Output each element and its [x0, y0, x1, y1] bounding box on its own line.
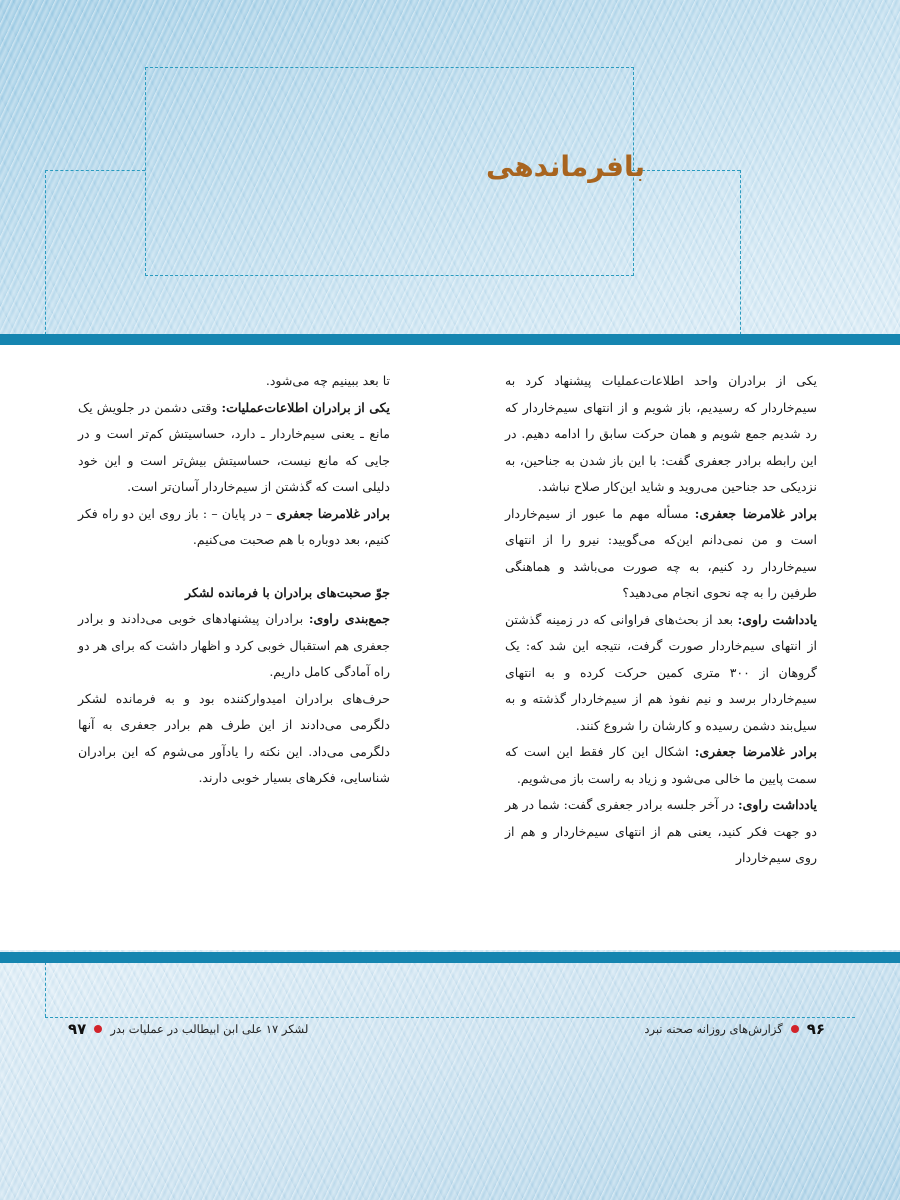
paragraph: تا بعد ببینیم چه می‌شود. [265, 373, 390, 388]
paragraph: یکی از برادران اطلاعات‌عملیات: وقتی دشمن در جلویش یک مانع ـ یعنی سیم‌خاردار ـ دارد، حساسیتش کم‌تر است و در جایی که مانع نیست، حساسیتش بیش‌تر است و این خود دلیلی است که گذشتن از سیم‌خاردار آسان‌تر است. [78, 399, 391, 494]
page-number: ۹۶ [806, 1020, 825, 1038]
footer-left [68, 1018, 308, 1040]
bottom-band [0, 952, 900, 963]
running-footer: لشکر ۱۷ علی ابن ابیطالب در عملیات بدر [110, 1022, 309, 1036]
paragraph: برادر غلامرضا جعفری: مسأله مهم ما عبور از سیم‌خاردار است و من نمی‌دانم این‌که می‌گویید: نیرو را از انتهای سیم‌خاردار رد کنیم، به چه صورت می‌باشد و هماهنگی طرفین را به چه نحوی انجام می‌دهید؟ [505, 505, 818, 600]
page-title: بافرماندهی [485, 150, 645, 183]
paragraph: برادر غلامرضا جعفری – در پایان – : باز روی این دو راه فکر کنیم، بعد دوباره با هم صحبت می‌کنیم. [78, 505, 390, 547]
frame-line-left [45, 170, 46, 345]
paragraph: یادداشت راوی: در آخر جلسه برادر جعفری گفت: شما در هر دو جهت فکر کنید، یعنی هم از انتهای سیم‌خاردار و هم از روی سیم‌خاردار [505, 797, 817, 865]
paragraph: یکی از برادران واحد اطلاعات‌عملیات پیشنهاد کرد به سیم‌خاردار که رسیدیم، باز شویم و از انتهای سیم‌خاردار که رد شدیم جمع شویم و همان حرکت سابق را ادامه دهیم. در این رابطه برادر جعفری گفت: با این باز شدن به جناحین، به نزدیکی حد جناحین می‌روید و شاید این‌کار صلاح نباشد. [505, 373, 817, 494]
footer-right [644, 1018, 825, 1040]
top-band [0, 334, 900, 345]
running-footer: گزارش‌های روزانه صحنه نبرد [644, 1022, 783, 1036]
frame-line-right [740, 170, 741, 345]
left-column [78, 368, 390, 792]
paragraph: حرف‌های برادران امیدوارکننده بود و به فرمانده لشکر دلگرمی می‌دادند از این طرف هم برادر جعفری به آنها دلگرمی می‌داد. این نکته را یادآور می‌شوم که این برادران شناسایی، فکرهای بسیار خوبی دارند. [78, 690, 390, 785]
frame-line-top-right [632, 170, 740, 171]
frame-line-top-left [45, 170, 145, 171]
paragraph: یادداشت راوی: بعد از بحث‌های فراوانی که در زمینه گذشتن از انتهای سیم‌خاردار صورت گرفت، نتیجه این شد که: یک گروهان از ۳۰۰ متری کمین حرکت کرده و به انتهای سیم‌خاردار برسد و نیم نفوذ هم از سیم‌خاردار گذشته و به سیل‌بند دشمن رسیده و کارشان را شروع کنند. [505, 611, 817, 733]
section-subheading: جوّ صحبت‌های برادران با فرمانده لشکر [185, 584, 390, 600]
paragraph: جمع‌بندی راوی: برادران پیشنهادهای خوبی می‌دادند و برادر جعفری هم استقبال خوبی کرد و اظهار داشت که برای هر دو راه آمادگی کامل داریم. [78, 611, 391, 679]
page-number: ۹۷ [68, 1020, 87, 1038]
paragraph: برادر غلامرضا جعفری: اشکال این کار فقط این است که سمت پایین ما خالی می‌شود و زیاد به راست باز می‌شویم. [505, 744, 818, 786]
right-column [505, 368, 817, 872]
bullet-icon [94, 1025, 102, 1033]
frame-line-left-bottom [45, 962, 46, 1017]
bullet-icon [791, 1025, 799, 1033]
